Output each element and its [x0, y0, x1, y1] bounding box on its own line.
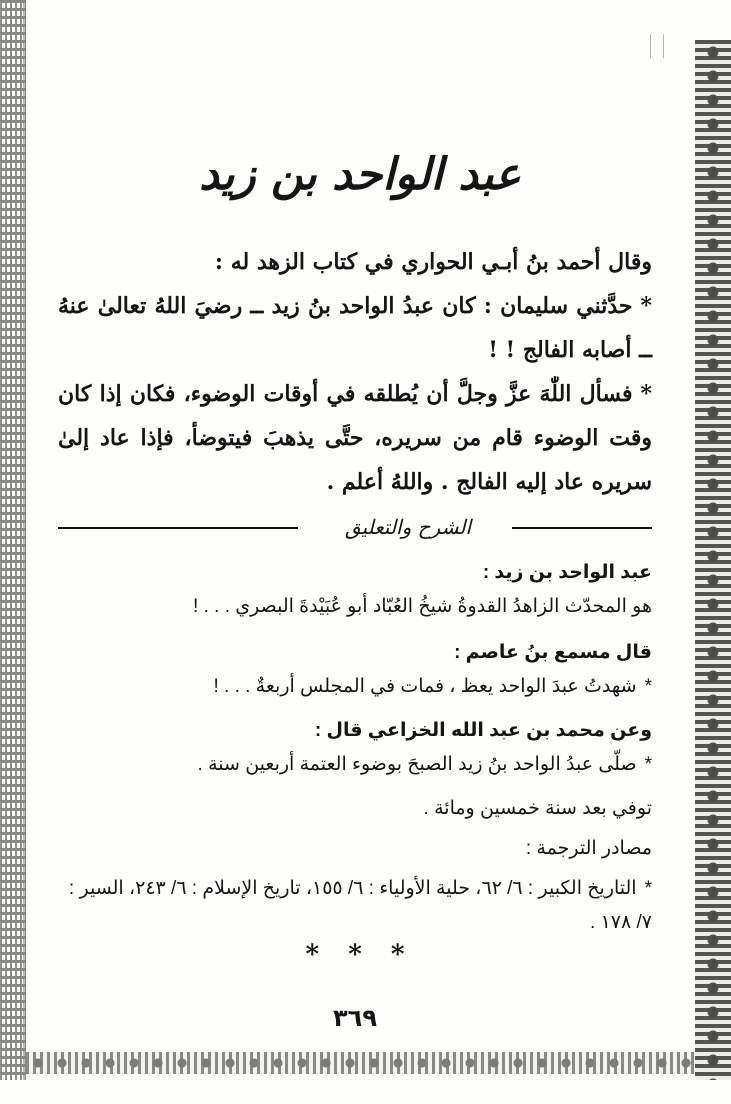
note-text: شهدتُ عبدَ الواحد يعظ ، فمات في المجلس أربعةٌ . . . !	[213, 676, 637, 697]
note-heading: قال مسمع بنُ عاصم :	[454, 642, 652, 663]
note-1	[60, 556, 652, 624]
sources-list	[60, 872, 652, 940]
death-date-note: توفي بعد سنة خمسين ومائة .	[423, 798, 652, 819]
note-2	[60, 636, 652, 704]
left-ornament-border	[0, 0, 26, 1080]
sources-heading: مصادر الترجمة :	[525, 838, 652, 859]
note-line	[60, 748, 652, 782]
note-text: صلّى عبدُ الواحد بنُ زيد الصبحَ بوضوء العتمة أربعين سنة .	[197, 754, 637, 775]
paragraph-text: حدَّثني سليمان : كان عبدُ الواحد بنُ زيد ــ رضيَ اللهُ تعالىٰ عنهُ ــ أصابه الفالج ! !	[58, 293, 652, 363]
star-marker: *	[644, 754, 652, 775]
paragraph-text: وقال أحمد بنُ أبـي الحواري في كتاب الزهد له :	[214, 249, 652, 275]
divider-label: الشرح والتعليق	[344, 515, 472, 539]
crop-marks	[650, 34, 664, 58]
star-marker: *	[640, 293, 652, 319]
body-paragraph-2	[58, 284, 652, 372]
body-paragraph-1	[58, 240, 652, 284]
note-3	[60, 714, 652, 782]
star-marker: *	[640, 381, 652, 407]
paragraph-text: فسأل اللّٰهَ عزَّ وجلَّ أن يُطلقه في أوقات الوضوء، فكان إذا كان وقت الوضوء قام من سريره، حتَّى يذهبَ فيتوضأ، فإذا عاد إلىٰ سريره عاد إليه الفالج . واللهُ أعلم .	[58, 381, 652, 495]
divider-line-left	[58, 527, 298, 529]
note-text: هو المحدّث الزاهدُ القدوةُ شيخُ العُبّاد أبو عُبَيْدةَ البصري . . . !	[193, 596, 652, 617]
note-line	[60, 670, 652, 704]
section-divider	[58, 512, 652, 542]
divider-line-right	[512, 527, 652, 529]
page-number: ٣٦٩	[333, 1004, 377, 1032]
bottom-ornament-border	[26, 1052, 695, 1074]
right-ornament-border	[695, 40, 731, 1080]
note-heading: وعن محمد بن عبد الله الخزاعي قال :	[314, 720, 652, 741]
note-heading: عبد الواحد بن زيد :	[482, 562, 652, 583]
star-marker: *	[644, 676, 652, 697]
body-paragraph-3	[58, 372, 652, 504]
end-separator: * * *	[305, 940, 415, 970]
star-marker: *	[644, 878, 652, 899]
chapter-title: عبد الواحد بن زيد	[199, 149, 521, 200]
sources-text: التاريخ الكبير : ٦/ ٦٢، حلية الأولياء : ٦/ ١٥٥، تاريخ الإسلام : ٦/ ٢٤٣، السير : ٧/ ١٧٨ .	[68, 878, 652, 933]
